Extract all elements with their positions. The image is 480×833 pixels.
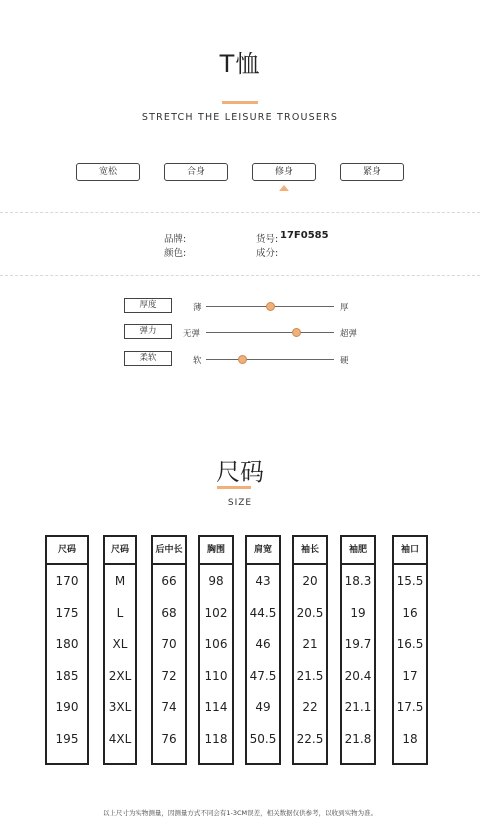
size-cell: 22 xyxy=(302,700,318,714)
size-column-header: 袖口 xyxy=(394,537,426,565)
size-section-subtitle: SIZE xyxy=(227,498,253,508)
fit-option-loose[interactable]: 宽松 xyxy=(76,163,140,181)
size-cell: 44.5 xyxy=(249,605,277,620)
size-cell: 118 xyxy=(204,731,228,746)
size-cell: 185 xyxy=(55,668,79,683)
page-title: T恤 xyxy=(219,50,261,78)
size-cell: 110 xyxy=(204,668,228,683)
size-cell: 76 xyxy=(161,731,177,746)
size-cell: 106 xyxy=(204,637,228,651)
attribute-elasticity-high: 超弹 xyxy=(340,329,358,339)
size-cell: 68 xyxy=(161,605,177,620)
fit-selected-indicator-icon xyxy=(279,185,289,191)
fit-option-tight[interactable]: 紧身 xyxy=(340,163,404,181)
size-column-header: 袖长 xyxy=(294,537,326,565)
fit-option-slim[interactable]: 修身 xyxy=(252,163,316,181)
size-cell: 17 xyxy=(402,668,418,683)
size-column xyxy=(45,535,89,765)
size-cell: 2XL xyxy=(108,668,132,683)
size-cell: 98 xyxy=(208,574,224,588)
size-cell: M xyxy=(114,574,126,588)
size-cell: 19 xyxy=(350,605,366,620)
size-column xyxy=(198,535,234,765)
brand-label: 品牌: xyxy=(164,234,187,245)
size-cell: 114 xyxy=(204,700,228,714)
size-cell: L xyxy=(116,605,124,620)
size-cell: 21.5 xyxy=(296,668,324,683)
size-cell: 21 xyxy=(302,637,318,651)
size-cell: 49 xyxy=(255,700,271,714)
attribute-elasticity-marker xyxy=(292,328,301,337)
attribute-elasticity-track xyxy=(206,332,334,333)
attribute-thickness-low: 薄 xyxy=(193,303,202,313)
size-cell: 16.5 xyxy=(396,637,424,651)
attribute-softness-marker xyxy=(238,355,247,364)
size-column xyxy=(245,535,281,765)
fit-option-regular[interactable]: 合身 xyxy=(164,163,228,181)
size-cell: 66 xyxy=(161,574,177,588)
size-column-header: 尺码 xyxy=(47,537,87,565)
size-cell: 3XL xyxy=(108,700,132,714)
size-cell: 18 xyxy=(402,731,418,746)
sku-value: 17F0585 xyxy=(280,230,329,241)
size-cell: 43 xyxy=(255,574,271,588)
composition-label: 成分: xyxy=(256,248,279,259)
divider xyxy=(0,212,480,213)
attribute-thickness-high: 厚 xyxy=(340,303,349,313)
attribute-softness-track xyxy=(206,359,334,360)
attribute-thickness-marker xyxy=(266,302,275,311)
size-cell: 70 xyxy=(161,637,177,651)
size-cell: 180 xyxy=(55,637,79,651)
size-cell: 20.5 xyxy=(296,605,324,620)
size-column xyxy=(392,535,428,765)
size-cell: 102 xyxy=(204,605,228,620)
color-label: 颜色: xyxy=(164,248,187,259)
size-cell: 190 xyxy=(55,700,79,714)
size-column-header: 胸围 xyxy=(200,537,232,565)
size-column-header: 尺码 xyxy=(105,537,135,565)
size-cell: 175 xyxy=(55,605,79,620)
sku-label: 货号: xyxy=(256,234,279,245)
size-cell: 20.4 xyxy=(344,668,372,683)
size-cell: 170 xyxy=(55,574,79,588)
size-cell: 21.8 xyxy=(344,731,372,746)
attribute-elasticity-label: 弹力 xyxy=(124,324,172,339)
size-section-title: 尺码 xyxy=(216,458,264,486)
page-subtitle: STRETCH THE LEISURE TROUSERS xyxy=(141,112,339,123)
divider xyxy=(0,275,480,276)
size-cell: 50.5 xyxy=(249,731,277,746)
size-column-header: 后中长 xyxy=(153,537,185,565)
size-cell: XL xyxy=(112,637,128,651)
size-cell: 46 xyxy=(255,637,271,651)
attribute-elasticity-low: 无弹 xyxy=(183,329,201,339)
size-cell: 15.5 xyxy=(396,574,424,588)
size-column xyxy=(103,535,137,765)
size-cell: 19.7 xyxy=(344,637,372,651)
footnote: 以上尺寸为实物测量，因测量方式不同会有1-3CM误差，相关数据仅供参考，以收到实物为准。 xyxy=(102,809,378,817)
size-column xyxy=(151,535,187,765)
attribute-softness-label: 柔软 xyxy=(124,351,172,366)
size-column xyxy=(292,535,328,765)
attribute-thickness-label: 厚度 xyxy=(124,298,172,313)
size-column-header: 袖肥 xyxy=(342,537,374,565)
size-cell: 72 xyxy=(161,668,177,683)
size-cell: 16 xyxy=(402,605,418,620)
size-cell: 195 xyxy=(55,731,79,746)
size-cell: 21.1 xyxy=(344,700,372,714)
size-accent-bar xyxy=(217,486,251,489)
size-cell: 20 xyxy=(302,574,318,588)
size-cell: 4XL xyxy=(108,731,132,746)
size-cell: 18.3 xyxy=(344,574,372,588)
size-cell: 47.5 xyxy=(249,668,277,683)
size-column xyxy=(340,535,376,765)
size-cell: 17.5 xyxy=(396,700,424,714)
attribute-softness-low: 软 xyxy=(193,356,202,366)
size-cell: 74 xyxy=(161,700,177,714)
attribute-softness-high: 硬 xyxy=(340,356,349,366)
size-cell: 22.5 xyxy=(296,731,324,746)
size-column-header: 肩宽 xyxy=(247,537,279,565)
title-accent-bar xyxy=(222,101,258,104)
